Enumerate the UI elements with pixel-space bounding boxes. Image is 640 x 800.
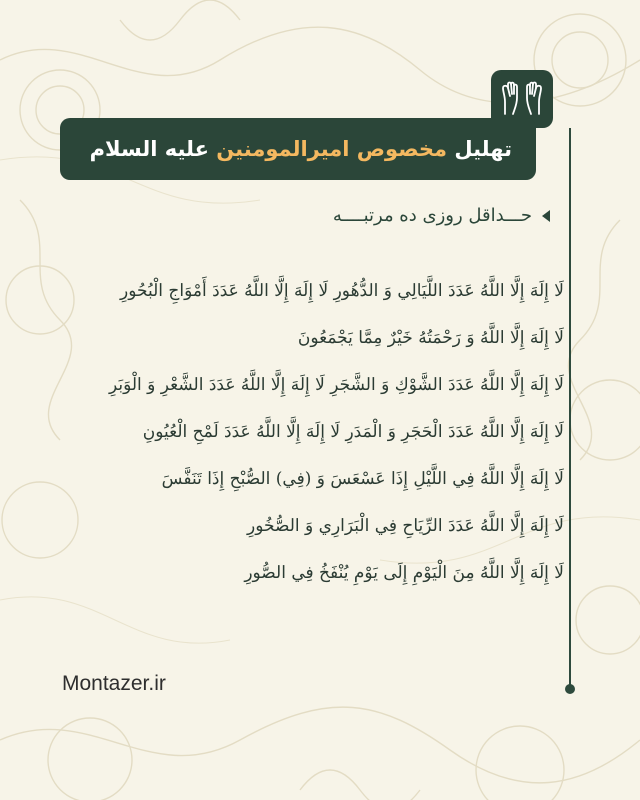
verse-line: لَا إِلَهَ إِلَّا اللَّهُ عَدَدَ الشَّوْكِ وَ الشَّجَرِ لَا إِلَهَ إِلَّا اللَّهُ عَدَدَ الشَّعْرِ وَ الْوَبَرِ [108, 375, 564, 395]
subtitle: حـــداقل روزی ده مرتبــــه [332, 205, 532, 226]
arrow-left-icon [542, 210, 550, 222]
verse-line: لَا إِلَهَ إِلَّا اللَّهُ عَدَدَ اللَّيَالِي وَ الدُّهُورِ لَا إِلَهَ إِلَّا اللَّهُ عَدَدَ أَمْوَاجِ الْبُحُورِ [120, 281, 564, 301]
verse-line: لَا إِلَهَ إِلَّا اللَّهُ عَدَدَ الْحَجَرِ وَ الْمَدَرِ لَا إِلَهَ إِلَّا اللَّهُ عَدَدَ لَمْحِ الْعُيُونِ [142, 422, 564, 442]
verse-line: لَا إِلَهَ إِلَّا اللَّهُ عَدَدَ الرِّيَاحِ فِي الْبَرَارِي وَ الصُّخُورِ [247, 516, 564, 536]
verse-line: لَا إِلَهَ إِلَّا اللَّهُ وَ رَحْمَتُهُ خَيْرٌ مِمَّا يَجْمَعُونَ [297, 328, 564, 348]
title-part-2: علیه السلام [89, 137, 209, 161]
title-part-1: تهلیل [454, 137, 512, 161]
decorative-dot [565, 684, 575, 694]
page-title [90, 137, 512, 161]
verse-line: لَا إِلَهَ إِلَّا اللَّهُ فِي اللَّيْلِ إِذَا عَسْعَسَ وَ (فِي) الصُّبْحِ إِذَا تَنَفَّسَ [161, 469, 564, 489]
title-bar [60, 118, 536, 180]
subtitle-row [333, 205, 550, 226]
verse-line: لَا إِلَهَ إِلَّا اللَّهُ مِنَ الْيَوْمِ إِلَى يَوْمِ يُنْفَخُ فِي الصُّورِ [244, 563, 564, 583]
site-footer: Montazer.ir [62, 672, 166, 695]
title-highlight: مخصوص امیرالمومنین [216, 137, 448, 161]
verse-list [64, 268, 564, 597]
decorative-vertical-line [569, 128, 571, 688]
